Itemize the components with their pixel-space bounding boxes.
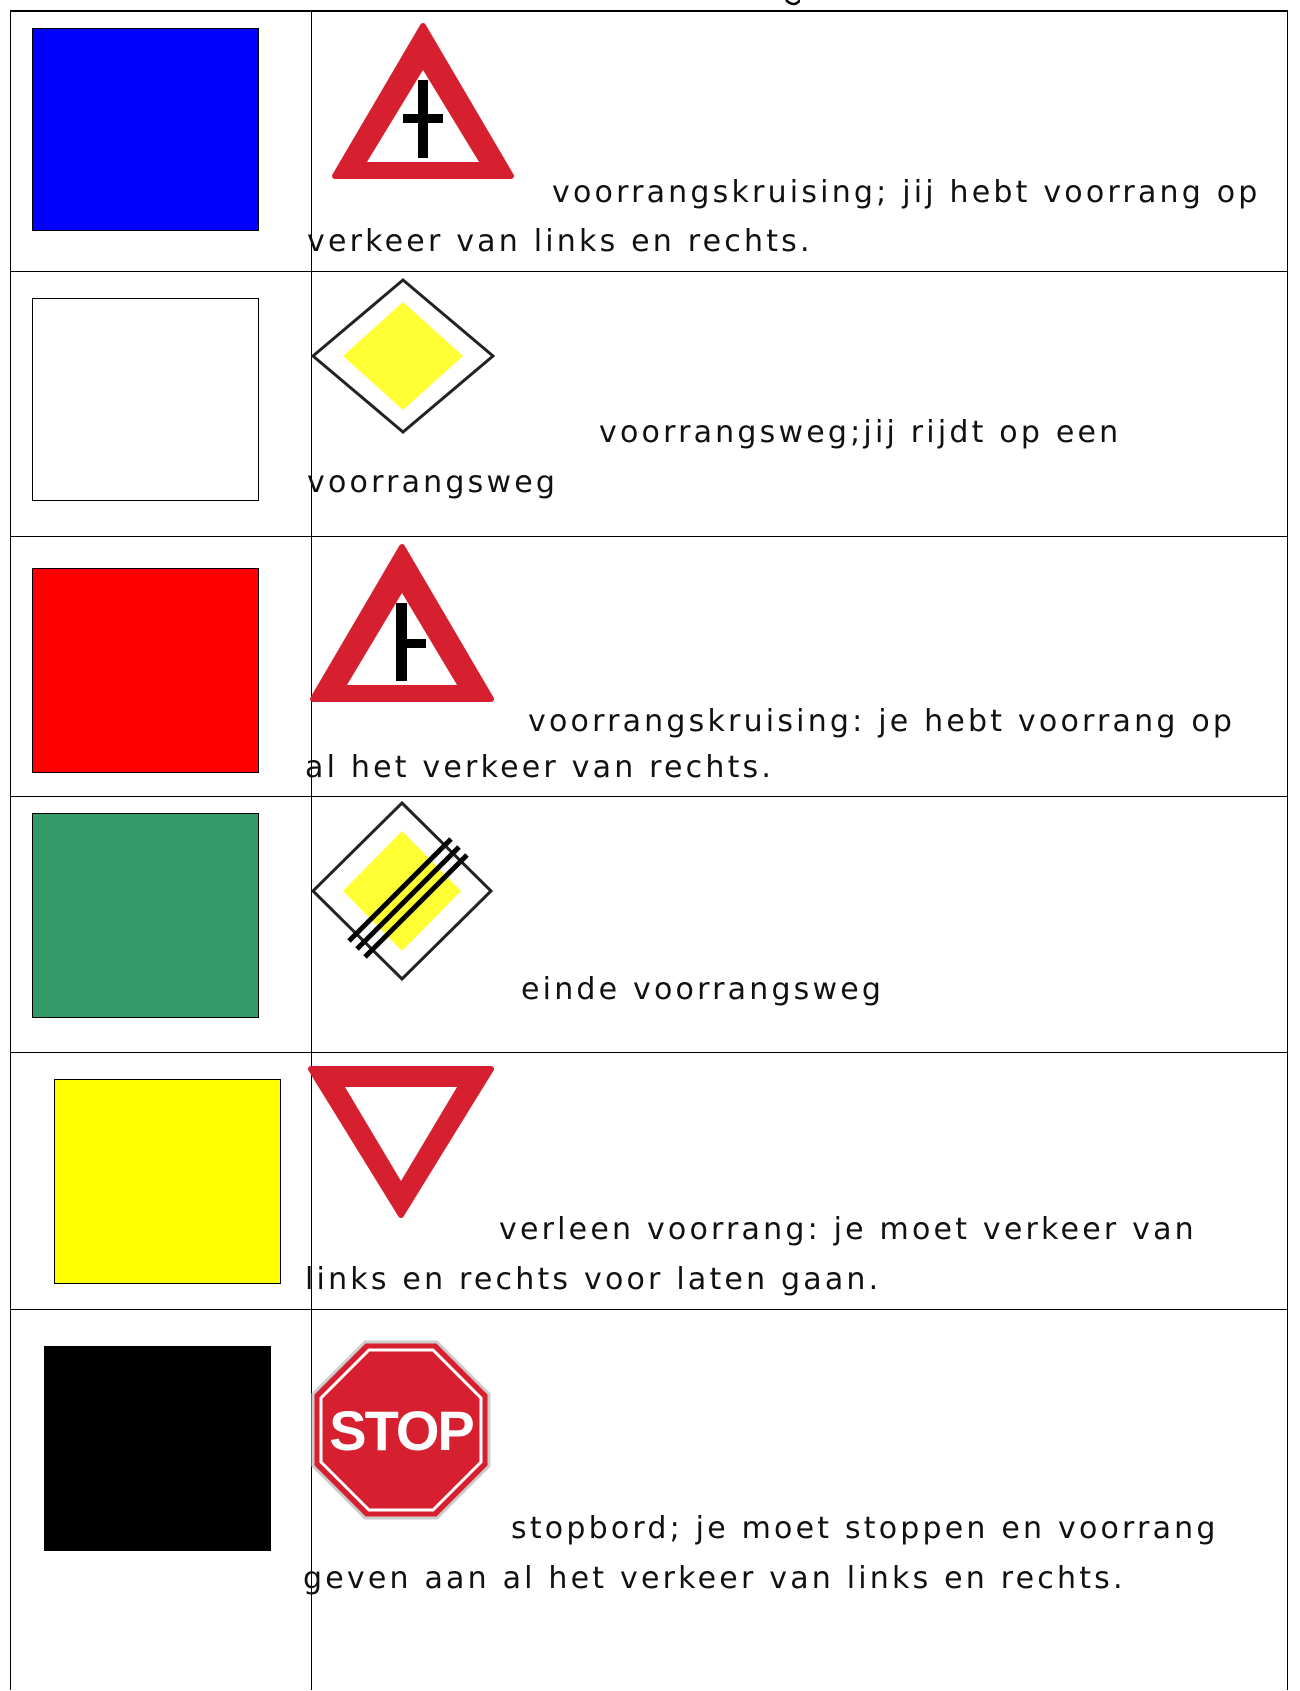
sign-description-line1: einde voorrangsweg <box>521 972 885 1007</box>
sign-description-line2: links en rechts voor laten gaan. <box>305 1262 882 1297</box>
table-row <box>11 536 1287 796</box>
end-priority-road-sign-icon <box>309 799 495 983</box>
cropped-heading-fragment <box>780 0 800 8</box>
side-road-priority-sign-icon <box>307 541 497 707</box>
sign-description-line1: verleen voorrang: je moet verkeer van <box>499 1212 1197 1247</box>
yield-sign-icon <box>305 1063 497 1221</box>
color-swatch-black <box>44 1346 271 1551</box>
color-swatch-yellow <box>54 1079 281 1284</box>
table-row <box>11 11 1287 271</box>
sign-description-line2: voorrangsweg <box>307 465 559 500</box>
sign-description-line1: stopbord; je moet stoppen en voorrang <box>511 1511 1219 1546</box>
sign-description-line1: voorrangskruising: je hebt voorrang op <box>528 704 1236 739</box>
table-row <box>11 271 1287 536</box>
sign-description-line2: verkeer van links en rechts. <box>307 224 813 259</box>
traffic-sign-table <box>10 10 1288 1690</box>
color-swatch-green <box>32 813 259 1018</box>
color-swatch-blue <box>32 28 259 231</box>
stop-sign-icon <box>309 1338 493 1522</box>
color-swatch-white <box>32 298 259 501</box>
table-row <box>11 796 1287 1052</box>
color-swatch-red <box>32 568 259 773</box>
sign-description-line1: voorrangskruising; jij hebt voorrang op <box>552 175 1261 210</box>
crossroads-priority-sign-icon <box>329 20 517 180</box>
stop-sign-text: STOP <box>329 1399 473 1462</box>
table-row <box>11 1309 1287 1691</box>
table-row <box>11 1052 1287 1309</box>
sign-description-line2: geven aan al het verkeer van links en rechts. <box>303 1561 1126 1596</box>
sign-description-line1: voorrangsweg;jij rijdt op een <box>599 415 1122 450</box>
sign-description-line2: al het verkeer van rechts. <box>305 750 775 785</box>
priority-road-sign-icon <box>309 276 497 436</box>
